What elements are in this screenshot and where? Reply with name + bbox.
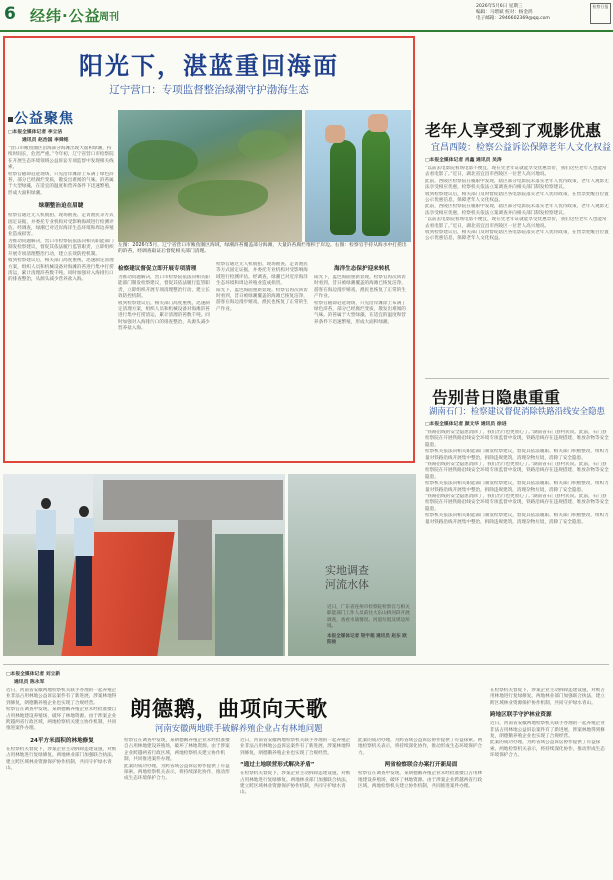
head (41, 498, 51, 509)
bottom-column-4 (358, 738, 484, 876)
feature-byline-correspondent: 通讯员 赵治国 李舜铭 (22, 138, 69, 143)
seaweed-strand (330, 140, 356, 235)
bottom-paragraph: 在检察机关督促下，涉案企业主动拆除违建设施，对被占用林地进行复绿修复。两地林业部门加强联合执法，建立跨区域林业资源保护协作机制，共同守护绿水青山。 (6, 746, 117, 772)
feature-paragraph-7: 检察官通过无人机航拍、现场勘查、走访渔民等方式固定证据，并委托专业机构对受影响海域进行检测评估。经调查，绿潮已对近岸海洋生态环境和周边养殖业造成损害。 (216, 262, 308, 287)
article-subheadline-railway: 湖南石门：检察建议督促消除铁路沿线安全隐患 (429, 406, 605, 416)
article-body-elderly-movies (425, 166, 609, 374)
feature-paragraph-2: 检察官通过无人机航拍、现场勘查、走访渔民等方式固定证据，并委托专业机构对受影响海域进行检测评估。经调查，绿潮已对近岸海洋生态环境和周边养殖业造成损害。 (8, 213, 114, 238)
masthead-date: 2026年5月6日 星期三 (476, 4, 523, 9)
feature-paragraph-9: 阳光下，蓝色海面重新显现。检察官再次回访时看到，昔日被绿潮覆盖的海滩已恢复洁净，游客在海边漫步嬉戏，渔民也恢复了正常的生产作业。 (314, 275, 406, 300)
algae-patch (128, 140, 198, 180)
bottom-paragraph: 在检察机关督促下，涉案企业主动拆除违建设施，对被占用林地进行复绿修复。两地林业部门加强联合执法，建立跨区域林业资源保护协作机制，共同守护绿水青山。 (490, 688, 605, 706)
section-tag-public-interest-focus (8, 108, 74, 128)
bottom-paragraph: 近日，河南省安徽两地检察机关联手办理的一起养殖企业非法占用林地公益诉讼案件有了新进展，涉案林地得到修复，朗德鹅养殖企业也实现了合规经营。 (6, 688, 117, 706)
section-title-text: 经纬·公益 (30, 7, 101, 25)
bottom-paragraph: 近日，河南省安徽两地检察机关联手办理的一起养殖企业非法占用林地公益诉讼案件有了新进展，涉案林地得到修复，朗德鹅养殖企业也实现了合规经营。 (490, 721, 605, 740)
photo-caption: 左图：2026年5月，辽宁省营口市鲅鱼圈区海域，绿潮浒苔覆盖部分海滩，大量浒苔腐烂堆积于岸边。右图：检察官手持从海水中打捞出的浒苔，经调查取证后督促相关部门清理。 (118, 243, 407, 254)
trousers (76, 556, 92, 646)
photo-overlay-title-2: 河流水体 (325, 578, 369, 591)
feature-byline-reporter: □本报全媒体记者 李立洁 (8, 130, 63, 135)
article-paragraph: 收到检察建议后，相关部门及时督促辖区各电影院落实老年人优待政策，在售票处醒目位置公示优惠信息，保障老年人文化权益。 (425, 230, 609, 242)
page-number: 6 (4, 4, 16, 24)
article-paragraph: “以前去电影院看场电影不便宜，现在凭老年证就能享受优惠票价，我们这些老年人也能常去看电影了。”近日，湖北省宜昌市西陵区一位老人高兴地说。 (425, 217, 607, 229)
bridge-pier (178, 520, 212, 640)
feature-column-1 (8, 146, 114, 458)
shirt (36, 510, 56, 550)
seaweed-in-hands-photo (305, 110, 411, 242)
article-paragraph: 检察机关依法向相关职能部门制发检察建议，督促其依法履职。相关部门积极整改，组织力量对铁路沿线开展集中整治，拆除违规建筑，清理杂物垃圾，消除了安全隐患。 (425, 481, 609, 493)
bottom-subhead-3: 两省检察联合办案打开新局面 (384, 762, 458, 769)
bottom-paragraph: 此案的成功办理，为跨省域公益诉讼协作提供了有益探索。两地检察机关表示，将持续深化协作，推动形成生态环境保护合力。 (124, 763, 230, 782)
bottom-paragraph: 检察官在调查中发现，某朗德鹅养殖企业未经批准擅自占用林地建设养殖场，破坏了林地资源。由于涉案企业跨越两省行政区域，两地检察机关建立协作机制，共同推进案件办理。 (358, 771, 483, 790)
bottom-column-2 (124, 738, 234, 876)
section-tag-label: 公益聚焦 (14, 111, 74, 127)
section-title (30, 5, 101, 26)
section-divider (3, 664, 609, 665)
article-body-railway (425, 430, 609, 656)
prosecutor-figure (36, 498, 56, 648)
article-headline-railway: 告别昔日隐患重重 (432, 388, 561, 407)
masthead-meta (476, 4, 550, 22)
feature-lead-paragraph: “营口市鲅鱼圈区沿海部分海滩出现大面积绿潮，持续时间长，危害严重。”今年初，辽宁省营口市检察院在开展生态环境领域公益诉讼专项监督中发现相关线索。 (8, 146, 114, 171)
feature-paragraph-6: 收到检察建议后，相关部门高度重视，迅速制定清理方案，组织人员和机械设备对海滩浒苔进行集中打捞清运，累计清理浒苔数千吨。同时加强对入海排污口的排查整治，从源头减少营养盐入海。 (118, 300, 210, 332)
newspaper-logo: 检察日报 (590, 3, 611, 24)
bottom-paragraph: 检察官在调查中发现，某朗德鹅养殖企业未经批准擅自占用林地建设养殖场，破坏了林地资源。由于涉案企业跨越两省行政区域，两地检察机关建立协作机制，共同推进案件办理。 (124, 738, 230, 763)
algae-patch (178, 180, 268, 216)
article-divider (425, 378, 609, 379)
tag-square-icon (8, 117, 13, 122)
feature-subhead-1: 绿潮整治迫在眉睫 (38, 203, 84, 210)
feature-paragraph-3: 为推动问题解决，营口市检察院依法向相关职能部门制发检察建议，督促其依法履行监管职责，立即组织开展专项清理整治行动，建立长效防控机制。 (8, 238, 114, 257)
feature-paragraph-8: 阳光下，蓝色海面重新显现。检察官再次回访时看到，昔日被绿潮覆盖的海滩已恢复洁净，游客在海边漫步嬉戏，渔民也恢复了正常的生产作业。 (216, 287, 308, 312)
article-byline-railway: □本报全媒体记者 颜文华 通讯员 徐进 (425, 422, 507, 427)
article-subheadline-elderly-movies: 宜昌西陵：检察公益诉讼保障老年人文化权益 (431, 143, 612, 153)
trousers (38, 550, 54, 645)
feature-paragraph-1: 检察官随即赶赴现场，只见沿岸滩涂上布满了绿色浒苔，部分已经腐烂变质，散发出难闻的气味。浒苔属于大型绿藻，在适宜的温度和营养条件下迅速繁殖，形成大面积绿潮。 (8, 171, 114, 196)
green-tide-beach-photo (118, 110, 302, 242)
bottom-paragraph: 近日，河南省安徽两地检察机关联手办理的一起养殖企业非法占用林地公益诉讼案件有了新进展，涉案林地得到修复，朗德鹅养殖企业也实现了合规经营。 (240, 738, 351, 756)
bottom-column-5 (490, 688, 608, 876)
bottom-paragraph: 检察官在调查中发现，某朗德鹅养殖企业未经批准擅自占用林地建设养殖场，破坏了林地资源。由于涉案企业跨越两省行政区域，两地检察机关建立协作机制，共同推进案件办理。 (6, 707, 117, 732)
feature-paragraph-4: 收到检察建议后，相关部门高度重视，迅速制定清理方案，组织人员和机械设备对海滩浒苔进行集中打捞清运，累计清理浒苔数千吨。同时加强对入海排污口的排查整治，从源头减少营养盐入海。 (8, 258, 114, 283)
article-paragraph: 检察机关依法向相关职能部门制发检察建议，督促其依法履职。相关部门积极整改，组织力量对铁路沿线开展集中整治，拆除违规建筑，清理杂物垃圾，消除了安全隐患。 (425, 449, 609, 461)
bottom-byline-reporter: □本报全媒体记者 刘立新 (6, 672, 61, 677)
masthead-email: 电子邮箱：2946602369@qq.com (476, 16, 550, 21)
section-weekly: 周刊 (99, 12, 119, 23)
feature-subheadline: 辽宁营口：专项监督整治绿潮守护渤海生态 (109, 84, 309, 96)
bottom-subheadline: 河南安徽两地联手破解养殖企业占有林地问题 (155, 723, 323, 733)
header-rule (0, 30, 613, 32)
hand-holding-seaweed (325, 125, 345, 143)
head (79, 506, 89, 517)
article-paragraph: 检察机关依法向相关职能部门制发检察建议，督促其依法履职。相关部门积极整改，组织力量对铁路沿线开展集中整治，拆除违规建筑，清理杂物垃圾，消除了安全隐患。 (425, 513, 609, 525)
feature-column-2 (118, 262, 212, 458)
river-water (215, 534, 283, 656)
bottom-column-1 (6, 688, 118, 876)
feature-column-4 (314, 262, 410, 458)
feature-paragraph-5: 为推动问题解决，营口市检察院依法向相关职能部门制发检察建议，督促其依法履行监管职责，立即组织开展专项清理整治行动，建立长效防控机制。 (118, 275, 210, 300)
article-headline-elderly-movies: 老年人享受到了观影优惠 (425, 121, 602, 140)
article-paragraph: “铁路沿线的安全隐患消除了，我们出行也更放心了。”湖南省石门县村民说。此前，石门县检察院在开展铁路沿线安全环境专项监督中发现，铁路沿线存在违规搭建、堆放杂物等安全隐患。 (425, 494, 609, 512)
bottom-headline: 朗德鹅，曲项向天歌 (130, 696, 328, 721)
feature-headline: 阳光下，湛蓝重回海面 (79, 51, 339, 80)
bottom-column-3 (240, 738, 352, 876)
bottom-paragraph: 此案的成功办理，为跨省域公益诉讼协作提供了有益探索。两地检察机关表示，将持续深化协作，推动形成生态环境保护合力。 (490, 740, 605, 759)
bridge-deck (103, 480, 283, 520)
feature-paragraph-10: 检察官随即赶赴现场，只见沿岸滩涂上布满了绿色浒苔，部分已经腐烂变质，散发出难闻的气味。浒苔属于大型绿藻，在适宜的温度和营养条件下迅速繁殖，形成大面积绿潮。 (314, 300, 406, 325)
photo-overlay-title-1: 实地调查 (325, 564, 369, 577)
bottom-subhead-4: 跨地区联手守护林业资源 (490, 712, 552, 719)
feature-subhead-3: 海洋生态保护迎来转机 (334, 266, 390, 272)
bottom-subhead-2: “通过土地联营形式解决矛盾” (240, 762, 315, 769)
article-paragraph: “铁路沿线的安全隐患消除了，我们出行也更放心了。”湖南省石门县村民说。此前，石门县检察院在开展铁路沿线安全环境专项监督中发现，铁路沿线存在违规搭建、堆放杂物等安全隐患。 (425, 430, 609, 448)
photo-caption-text: 近日，广东省连州市检察院检察官与相关职能部门工作人员前往大东山桥河段开展调查，查看水质情况、河道垃圾及周边环境。 (327, 605, 410, 630)
feature-subhead-2: 检察建议督促立即开展专项清理 (118, 266, 197, 272)
article-paragraph: 此前，西陵区检察院在履职中发现，辖区部分电影院未落实老年人优待政策，老年人观影无法享受相应优惠，检察机关依法立案调查并向相关部门制发检察建议。 (425, 204, 609, 216)
shirt (74, 518, 94, 556)
article-paragraph: “铁路沿线的安全隐患消除了，我们出行也更放心了。”湖南省石门县村民说。此前，石门县检察院在开展铁路沿线安全环境专项监督中发现，铁路沿线存在违规搭建、堆放杂物等安全隐患。 (425, 462, 609, 480)
bottom-subhead-1: 24平方米面积的林地修复 (30, 737, 94, 744)
bottom-paragraph: 此案的成功办理，为跨省域公益诉讼协作提供了有益探索。两地检察机关表示，将持续深化协作，推动形成生态环境保护合力。 (358, 738, 483, 756)
prosecutor-figure (74, 506, 94, 648)
photo-credit: 本报全媒体记者 梁宇超 通讯员 赵东 欧阳俊 (327, 633, 407, 646)
bottom-paragraph: 在检察机关督促下，涉案企业主动拆除违建设施，对被占用林地进行复绿修复。两地林业部门加强联合执法，建立跨区域林业资源保护协作机制，共同守护绿水青山。 (240, 771, 351, 796)
hand-holding-seaweed (368, 114, 388, 132)
algae-patch (238, 130, 288, 160)
article-paragraph: 收到检察建议后，相关部门及时督促辖区各电影院落实老年人优待政策，在售票处醒目位置公示优惠信息，保障老年人文化权益。 (425, 191, 609, 204)
photo-caption-river (327, 605, 411, 646)
masthead-editors: 编辑：马熠斌 校对：杨金鸿 (476, 10, 533, 15)
article-paragraph: 此前，西陵区检察院在履职中发现，辖区部分电影院未落实老年人优待政策，老年人观影无法享受相应优惠，检察机关依法立案调查并向相关部门制发检察建议。 (425, 178, 609, 191)
article-paragraph: “以前去电影院看场电影不便宜，现在凭老年证就能享受优惠票价，我们这些老年人也能常去看电影了。”近日，湖北省宜昌市西陵区一位老人高兴地说。 (425, 166, 607, 178)
bottom-byline-correspondent: 通讯员 陈永军 (14, 680, 45, 685)
article-byline-elderly-movies: □本报全媒体记者 肖鑫 通讯员 吴涛 (425, 158, 502, 163)
seaweed-strand (362, 128, 390, 236)
feature-column-3 (216, 262, 310, 458)
